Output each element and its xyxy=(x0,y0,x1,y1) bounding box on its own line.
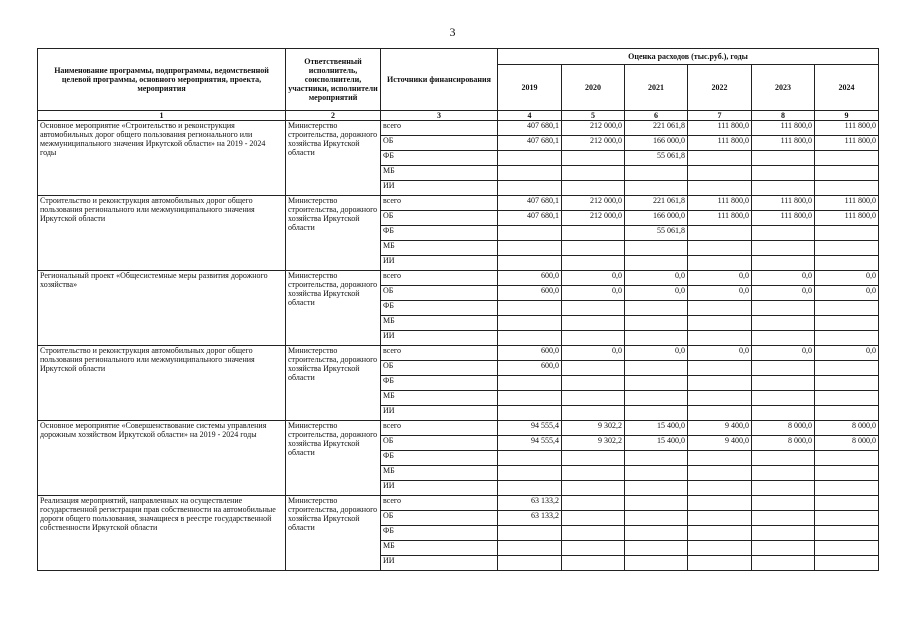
amount-cell xyxy=(688,166,752,181)
funding-source: ФБ xyxy=(381,526,498,541)
column-number: 6 xyxy=(625,111,688,121)
amount-cell xyxy=(688,391,752,406)
amount-cell: 111 800,0 xyxy=(688,121,752,136)
funding-source: всего xyxy=(381,196,498,211)
page-number: 3 xyxy=(449,25,456,39)
measure-name: Основное мероприятие «Совершенствование системы управления дорожным хозяйством Иркутской области» на 2019 - 2024 годы xyxy=(38,421,286,496)
amount-cell xyxy=(815,526,879,541)
amount-cell xyxy=(752,541,815,556)
header-year: 2020 xyxy=(562,65,625,111)
funding-source: ОБ xyxy=(381,511,498,526)
amount-cell xyxy=(688,526,752,541)
amount-cell: 407 680,1 xyxy=(498,211,562,226)
amount-cell xyxy=(688,511,752,526)
amount-cell xyxy=(688,226,752,241)
measure-name: Строительство и реконструкция автомобильных дорог общего пользования регионального или межмуниципального значения Иркутской области xyxy=(38,196,286,271)
amount-cell: 94 555,4 xyxy=(498,436,562,451)
funding-source: ФБ xyxy=(381,451,498,466)
amount-cell: 212 000,0 xyxy=(562,211,625,226)
amount-cell xyxy=(562,181,625,196)
amount-cell: 407 680,1 xyxy=(498,136,562,151)
amount-cell xyxy=(498,541,562,556)
header-year: 2023 xyxy=(752,65,815,111)
amount-cell xyxy=(815,466,879,481)
amount-cell xyxy=(752,496,815,511)
responsible-executor: Министерство строительства, дорожного хозяйства Иркутской области xyxy=(286,121,381,196)
header-name: Наименование программы, подпрограммы, ведомственной целевой программы, основного мероприятия, проекта, мероприятия xyxy=(38,49,286,111)
funding-source: ИИ xyxy=(381,181,498,196)
amount-cell xyxy=(562,241,625,256)
amount-cell xyxy=(562,151,625,166)
table-row xyxy=(38,271,879,286)
amount-cell xyxy=(688,241,752,256)
amount-cell xyxy=(625,511,688,526)
amount-cell xyxy=(498,331,562,346)
amount-cell: 600,0 xyxy=(498,361,562,376)
amount-cell: 212 000,0 xyxy=(562,136,625,151)
amount-cell: 8 000,0 xyxy=(815,421,879,436)
header-year: 2022 xyxy=(688,65,752,111)
amount-cell: 63 133,2 xyxy=(498,511,562,526)
amount-cell: 166 000,0 xyxy=(625,211,688,226)
amount-cell: 8 000,0 xyxy=(815,436,879,451)
measure-name: Региональный проект «Общесистемные меры развития дорожного хозяйства» xyxy=(38,271,286,346)
amount-cell xyxy=(625,241,688,256)
amount-cell xyxy=(562,541,625,556)
amount-cell xyxy=(688,481,752,496)
column-number: 3 xyxy=(381,111,498,121)
amount-cell: 600,0 xyxy=(498,271,562,286)
measure-name: Основное мероприятие «Строительство и реконструкция автомобильных дорог общего пользования регионального или межмуниципального значения Иркутской области» на 2019 - 2024 годы xyxy=(38,121,286,196)
amount-cell xyxy=(815,166,879,181)
amount-cell: 0,0 xyxy=(815,286,879,301)
amount-cell: 111 800,0 xyxy=(752,196,815,211)
amount-cell xyxy=(815,256,879,271)
amount-cell xyxy=(815,241,879,256)
funding-source: ОБ xyxy=(381,211,498,226)
amount-cell xyxy=(815,316,879,331)
header-year: 2024 xyxy=(815,65,879,111)
amount-cell xyxy=(562,316,625,331)
amount-cell xyxy=(625,481,688,496)
amount-cell xyxy=(815,496,879,511)
amount-cell: 15 400,0 xyxy=(625,436,688,451)
amount-cell xyxy=(752,151,815,166)
header-cost-estimate: Оценка расходов (тыс.руб.), годы xyxy=(498,49,879,65)
amount-cell xyxy=(625,541,688,556)
amount-cell xyxy=(498,526,562,541)
amount-cell xyxy=(688,331,752,346)
amount-cell: 407 680,1 xyxy=(498,121,562,136)
funding-source: МБ xyxy=(381,166,498,181)
funding-source: ОБ xyxy=(381,286,498,301)
amount-cell xyxy=(498,391,562,406)
amount-cell xyxy=(625,496,688,511)
amount-cell: 166 000,0 xyxy=(625,136,688,151)
amount-cell: 0,0 xyxy=(815,271,879,286)
header-sources: Источники финансирования xyxy=(381,49,498,111)
amount-cell xyxy=(498,181,562,196)
amount-cell xyxy=(752,376,815,391)
amount-cell: 221 061,8 xyxy=(625,196,688,211)
responsible-executor: Министерство строительства, дорожного хозяйства Иркутской области xyxy=(286,421,381,496)
amount-cell xyxy=(815,541,879,556)
amount-cell xyxy=(498,481,562,496)
amount-cell xyxy=(562,406,625,421)
amount-cell xyxy=(562,361,625,376)
amount-cell: 94 555,4 xyxy=(498,421,562,436)
amount-cell xyxy=(498,256,562,271)
amount-cell xyxy=(815,181,879,196)
table-row xyxy=(38,346,879,361)
amount-cell xyxy=(498,226,562,241)
amount-cell xyxy=(688,496,752,511)
amount-cell xyxy=(498,241,562,256)
amount-cell xyxy=(815,391,879,406)
amount-cell xyxy=(625,451,688,466)
funding-source: всего xyxy=(381,421,498,436)
amount-cell xyxy=(688,361,752,376)
funding-source: ОБ xyxy=(381,436,498,451)
amount-cell: 111 800,0 xyxy=(815,196,879,211)
amount-cell xyxy=(562,166,625,181)
funding-source: МБ xyxy=(381,541,498,556)
amount-cell xyxy=(815,451,879,466)
amount-cell xyxy=(815,511,879,526)
amount-cell xyxy=(815,151,879,166)
funding-source: ФБ xyxy=(381,376,498,391)
column-number: 8 xyxy=(752,111,815,121)
responsible-executor: Министерство строительства, дорожного хозяйства Иркутской области xyxy=(286,196,381,271)
funding-source: ФБ xyxy=(381,151,498,166)
responsible-executor: Министерство строительства, дорожного хозяйства Иркутской области xyxy=(286,496,381,571)
funding-source: ФБ xyxy=(381,226,498,241)
amount-cell: 9 400,0 xyxy=(688,436,752,451)
amount-cell: 0,0 xyxy=(625,286,688,301)
amount-cell: 111 800,0 xyxy=(815,211,879,226)
amount-cell xyxy=(562,391,625,406)
header-year: 2021 xyxy=(625,65,688,111)
amount-cell: 111 800,0 xyxy=(752,121,815,136)
amount-cell xyxy=(688,541,752,556)
amount-cell xyxy=(688,451,752,466)
amount-cell xyxy=(625,256,688,271)
amount-cell xyxy=(752,256,815,271)
amount-cell: 221 061,8 xyxy=(625,121,688,136)
amount-cell: 407 680,1 xyxy=(498,196,562,211)
responsible-executor: Министерство строительства, дорожного хозяйства Иркутской области xyxy=(286,346,381,421)
amount-cell: 0,0 xyxy=(688,346,752,361)
amount-cell: 0,0 xyxy=(752,286,815,301)
amount-cell xyxy=(625,556,688,571)
amount-cell xyxy=(562,331,625,346)
amount-cell xyxy=(752,361,815,376)
amount-cell xyxy=(752,316,815,331)
table-row xyxy=(38,421,879,436)
column-number: 5 xyxy=(562,111,625,121)
amount-cell: 0,0 xyxy=(688,271,752,286)
amount-cell xyxy=(752,331,815,346)
amount-cell xyxy=(625,301,688,316)
amount-cell xyxy=(562,451,625,466)
amount-cell: 0,0 xyxy=(562,346,625,361)
amount-cell xyxy=(688,256,752,271)
column-number: 1 xyxy=(38,111,286,121)
amount-cell xyxy=(815,361,879,376)
amount-cell xyxy=(815,301,879,316)
amount-cell xyxy=(752,526,815,541)
amount-cell xyxy=(815,481,879,496)
header-responsible: Ответственный исполнитель, соисполнители, участники, исполнители мероприятий xyxy=(286,49,381,111)
amount-cell xyxy=(752,181,815,196)
funding-source: ИИ xyxy=(381,481,498,496)
amount-cell: 63 133,2 xyxy=(498,496,562,511)
amount-cell xyxy=(752,556,815,571)
amount-cell: 111 800,0 xyxy=(688,136,752,151)
amount-cell xyxy=(562,226,625,241)
funding-source: ОБ xyxy=(381,361,498,376)
amount-cell: 0,0 xyxy=(562,271,625,286)
amount-cell xyxy=(815,331,879,346)
amount-cell xyxy=(562,496,625,511)
amount-cell xyxy=(752,481,815,496)
amount-cell: 0,0 xyxy=(752,346,815,361)
amount-cell xyxy=(688,556,752,571)
amount-cell xyxy=(498,301,562,316)
amount-cell: 9 302,2 xyxy=(562,421,625,436)
amount-cell xyxy=(498,376,562,391)
amount-cell xyxy=(625,181,688,196)
amount-cell xyxy=(688,316,752,331)
amount-cell xyxy=(625,361,688,376)
amount-cell xyxy=(815,376,879,391)
column-number-row xyxy=(38,111,879,121)
funding-source: ИИ xyxy=(381,256,498,271)
amount-cell: 111 800,0 xyxy=(815,121,879,136)
amount-cell xyxy=(688,466,752,481)
budget-table xyxy=(37,48,879,571)
amount-cell xyxy=(498,451,562,466)
amount-cell xyxy=(752,301,815,316)
amount-cell xyxy=(498,406,562,421)
amount-cell: 55 061,8 xyxy=(625,151,688,166)
header-year: 2019 xyxy=(498,65,562,111)
table-row xyxy=(38,196,879,211)
amount-cell xyxy=(815,556,879,571)
amount-cell xyxy=(625,166,688,181)
amount-cell xyxy=(752,466,815,481)
amount-cell xyxy=(625,331,688,346)
amount-cell xyxy=(562,526,625,541)
amount-cell xyxy=(815,226,879,241)
amount-cell: 0,0 xyxy=(688,286,752,301)
measure-name: Реализация мероприятий, направленных на осуществление государственной регистрации прав собственности на автомобильные дороги общего пользования, значащиеся в реестре государственной собственности Иркутской области xyxy=(38,496,286,571)
funding-source: ИИ xyxy=(381,331,498,346)
amount-cell xyxy=(498,166,562,181)
amount-cell xyxy=(752,391,815,406)
table-row xyxy=(38,496,879,511)
amount-cell xyxy=(562,556,625,571)
table-row xyxy=(38,121,879,136)
amount-cell xyxy=(562,256,625,271)
amount-cell xyxy=(752,226,815,241)
amount-cell: 15 400,0 xyxy=(625,421,688,436)
funding-source: ИИ xyxy=(381,556,498,571)
funding-source: всего xyxy=(381,496,498,511)
amount-cell: 0,0 xyxy=(562,286,625,301)
amount-cell xyxy=(688,376,752,391)
funding-source: всего xyxy=(381,121,498,136)
table-body xyxy=(38,121,879,571)
amount-cell: 111 800,0 xyxy=(815,136,879,151)
amount-cell xyxy=(498,151,562,166)
funding-source: МБ xyxy=(381,241,498,256)
measure-name: Строительство и реконструкция автомобильных дорог общего пользования регионального или межмуниципального значения Иркутской области xyxy=(38,346,286,421)
amount-cell: 111 800,0 xyxy=(752,211,815,226)
amount-cell xyxy=(498,466,562,481)
funding-source: МБ xyxy=(381,391,498,406)
amount-cell xyxy=(625,466,688,481)
amount-cell xyxy=(688,301,752,316)
amount-cell xyxy=(752,241,815,256)
responsible-executor: Министерство строительства, дорожного хозяйства Иркутской области xyxy=(286,271,381,346)
column-number: 4 xyxy=(498,111,562,121)
amount-cell xyxy=(752,451,815,466)
amount-cell xyxy=(752,406,815,421)
amount-cell: 9 302,2 xyxy=(562,436,625,451)
amount-cell xyxy=(752,511,815,526)
funding-source: всего xyxy=(381,271,498,286)
amount-cell xyxy=(498,316,562,331)
amount-cell xyxy=(625,376,688,391)
amount-cell xyxy=(625,526,688,541)
column-number: 7 xyxy=(688,111,752,121)
amount-cell xyxy=(625,406,688,421)
amount-cell xyxy=(625,391,688,406)
amount-cell: 8 000,0 xyxy=(752,436,815,451)
amount-cell xyxy=(625,316,688,331)
funding-source: ИИ xyxy=(381,406,498,421)
amount-cell: 0,0 xyxy=(625,346,688,361)
amount-cell: 600,0 xyxy=(498,346,562,361)
funding-source: ФБ xyxy=(381,301,498,316)
amount-cell: 8 000,0 xyxy=(752,421,815,436)
amount-cell: 600,0 xyxy=(498,286,562,301)
column-number: 2 xyxy=(286,111,381,121)
amount-cell xyxy=(752,166,815,181)
amount-cell: 0,0 xyxy=(752,271,815,286)
amount-cell xyxy=(562,481,625,496)
amount-cell: 212 000,0 xyxy=(562,121,625,136)
amount-cell xyxy=(688,151,752,166)
amount-cell: 111 800,0 xyxy=(688,211,752,226)
amount-cell: 9 400,0 xyxy=(688,421,752,436)
amount-cell xyxy=(562,466,625,481)
funding-source: ОБ xyxy=(381,136,498,151)
amount-cell: 0,0 xyxy=(815,346,879,361)
amount-cell xyxy=(815,406,879,421)
funding-source: МБ xyxy=(381,316,498,331)
column-number: 9 xyxy=(815,111,879,121)
amount-cell xyxy=(688,181,752,196)
amount-cell xyxy=(562,301,625,316)
amount-cell xyxy=(562,376,625,391)
amount-cell: 212 000,0 xyxy=(562,196,625,211)
amount-cell xyxy=(562,511,625,526)
funding-source: МБ xyxy=(381,466,498,481)
amount-cell: 55 061,8 xyxy=(625,226,688,241)
amount-cell: 111 800,0 xyxy=(688,196,752,211)
amount-cell xyxy=(688,406,752,421)
amount-cell: 0,0 xyxy=(625,271,688,286)
amount-cell xyxy=(498,556,562,571)
amount-cell: 111 800,0 xyxy=(752,136,815,151)
funding-source: всего xyxy=(381,346,498,361)
